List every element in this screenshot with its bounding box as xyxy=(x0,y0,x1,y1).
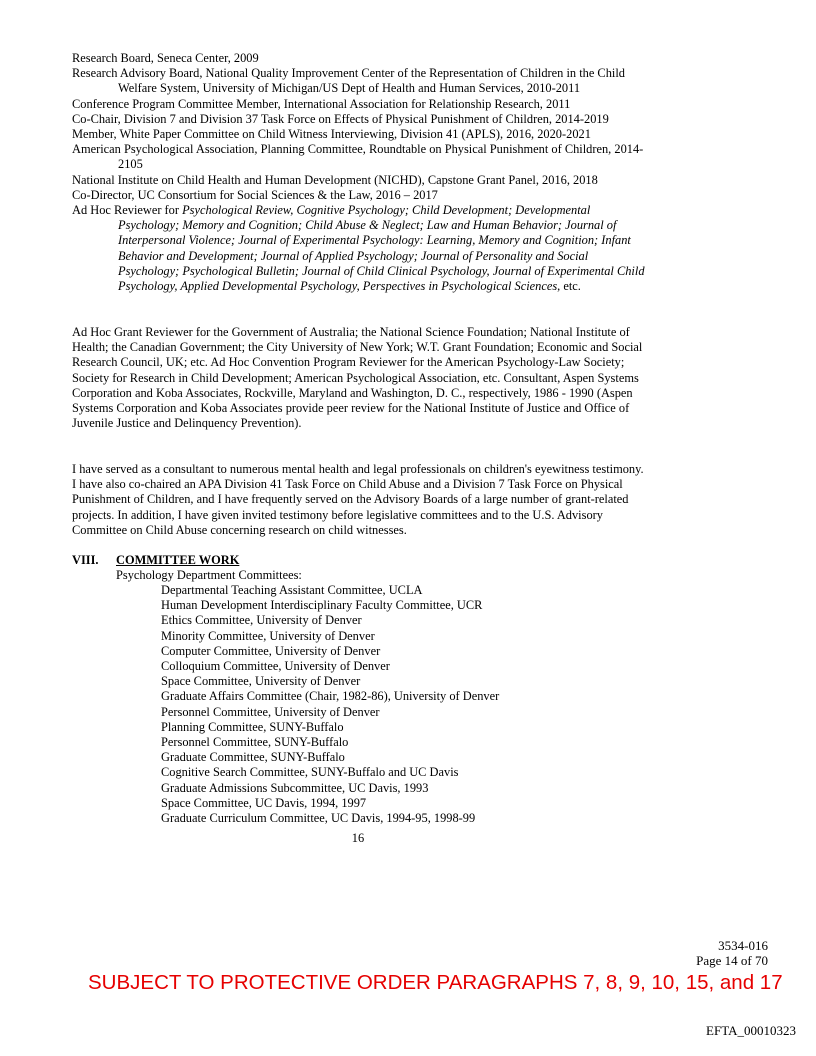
committee-item: Colloquium Committee, University of Denver xyxy=(161,659,390,674)
committee-item: Human Development Interdisciplinary Faculty Committee, UCR xyxy=(161,598,483,613)
committee-item: Departmental Teaching Assistant Committee, UCLA xyxy=(161,583,423,597)
page-count: Page 14 of 70 xyxy=(696,953,768,968)
service-entry: Member, White Paper Committee on Child Witness Interviewing, Division 41 (APLS), 2016, 2020-2021 xyxy=(72,127,591,142)
service-entry: Conference Program Committee Member, International Association for Relationship Research, 2011 xyxy=(72,96,571,111)
committee-item: Personnel Committee, University of Denver xyxy=(161,704,380,719)
service-entries xyxy=(72,51,652,294)
committee-item: Space Committee, UC Davis, 1994, 1997 xyxy=(161,795,367,810)
document-id-block xyxy=(696,938,768,968)
committee-item: Planning Committee, SUNY-Buffalo xyxy=(161,719,344,734)
committee-item: Minority Committee, University of Denver xyxy=(161,628,375,643)
section-number: VIII. xyxy=(72,553,99,567)
section-heading xyxy=(72,553,239,568)
section-title: COMMITTEE WORK xyxy=(116,553,240,567)
committee-item: Computer Committee, University of Denver xyxy=(161,643,381,658)
document-id: 3534-016 xyxy=(718,938,768,953)
service-entry: National Institute on Child Health and Human Development (NICHD), Capstone Grant Panel, 2016, 2018 xyxy=(72,172,598,187)
reviewer-suffix: , etc. xyxy=(557,279,581,294)
protective-order-notice: SUBJECT TO PROTECTIVE ORDER PARAGRAPHS 7, 8, 9, 10, 15, and 17 xyxy=(88,971,783,994)
committee-item: Space Committee, University of Denver xyxy=(161,674,361,689)
committee-item: Ethics Committee, University of Denver xyxy=(161,613,362,628)
committee-item: Graduate Affairs Committee (Chair, 1982-86), University of Denver xyxy=(161,689,500,704)
committee-item: Cognitive Search Committee, SUNY-Buffalo and UC Davis xyxy=(161,765,459,780)
committee-item: Graduate Curriculum Committee, UC Davis, 1994-95, 1998-99 xyxy=(161,811,476,826)
section-subheading: Psychology Department Committees: xyxy=(116,568,302,582)
service-entry: American Psychological Association, Planning Committee, Roundtable on Physical Punishment of Children, 2014-2105 xyxy=(72,142,644,172)
reviewer-journals: Psychological Review, Cognitive Psychology; Child Development; Developmental Psychology; Memory and Cognition; Child Abuse & Neglect; Law and Human Behavior; Journal of Interpersonal Violence; Journal of Experimental Psychology: Learning, Memory and Cognition; Infant Behavior and Development; Journal of Applied Psychology; Journal of Personality and Social Psychology; Psychological Bulletin; Journal of Child Clinical Psychology, Journal of Experimental Child Psychology, Applied Developmental Psychology, Perspectives in Psychological Sciences xyxy=(118,203,645,294)
reviewer-prefix: Ad Hoc Reviewer for xyxy=(72,203,183,218)
page-number: 16 xyxy=(351,831,365,845)
reviewer-entry xyxy=(72,203,652,294)
committee-item: Graduate Admissions Subcommittee, UC Davis, 1993 xyxy=(161,780,429,795)
committee-item: Graduate Committee, SUNY-Buffalo xyxy=(161,750,345,765)
service-entry: Co-Director, UC Consortium for Social Sciences & the Law, 2016 – 2017 xyxy=(72,187,438,202)
service-entry: Research Advisory Board, National Quality Improvement Center of the Representation of Children in the Child Welfare System, University of Michigan/US Dept of Health and Human Services, 2010-2011 xyxy=(72,66,625,96)
committee-item: Personnel Committee, SUNY-Buffalo xyxy=(161,735,349,750)
consultant-paragraph: I have served as a consultant to numerous mental health and legal professionals on children's eyewitness testimony. I have also co-chaired an APA Division 41 Task Force on Child Abuse and a Division 7 Task Force on Physical Punishment of Children, and I have frequently served on the Advisory Boards of a large number of grant-related projects. In addition, I have given invited testimony before legislative committees and to the U.S. Advisory Committee on Child Abuse concerning research on child witnesses. xyxy=(72,462,644,537)
service-entry: Co-Chair, Division 7 and Division 37 Task Force on Effects of Physical Punishment of Children, 2014-2019 xyxy=(72,111,609,126)
committee-list xyxy=(161,583,499,826)
grant-reviewer-paragraph: Ad Hoc Grant Reviewer for the Government of Australia; the National Science Foundation; National Institute of Health; the Canadian Government; the City University of New York; W.T. Grant Foundation; Economic and Social Research Council, UK; etc. Ad Hoc Convention Program Reviewer for the American Psychology-Law Society; Society for Research in Child Development; American Psychological Association, etc. Consultant, Aspen Systems Corporation and Koba Associates, Rockville, Maryland and Washington, D. C., respectively, 1986 - 1990 (Aspen Systems Corporation and Koba Associates provide peer review for the National Institute of Justice and Office of Juvenile Justice and Delinquency Prevention). xyxy=(72,325,643,431)
efta-id: EFTA_00010323 xyxy=(706,1023,796,1038)
service-entry: Research Board, Seneca Center, 2009 xyxy=(72,51,259,65)
